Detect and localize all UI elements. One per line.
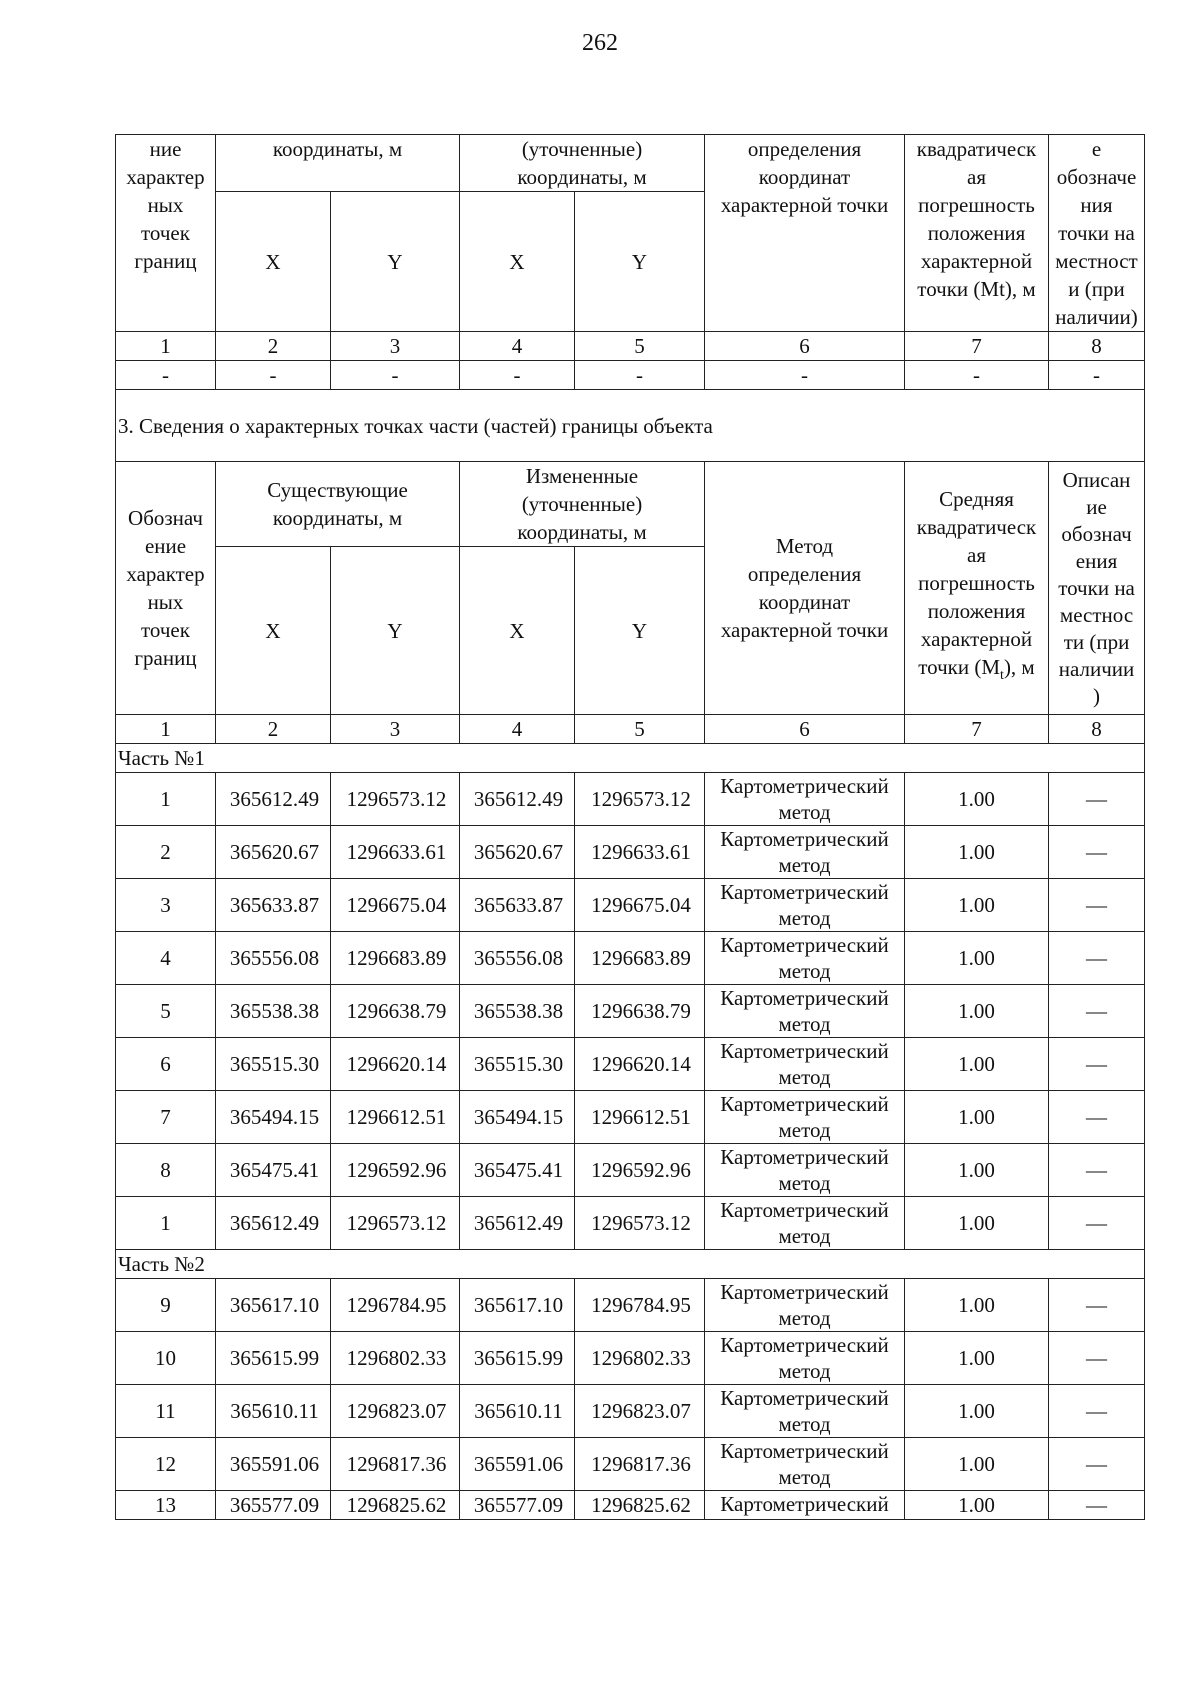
empty-cell: - bbox=[575, 361, 705, 390]
header-changed-coordinates: (уточненные) координаты, м bbox=[460, 135, 705, 192]
method-line: метод bbox=[778, 1118, 831, 1142]
column-number: 5 bbox=[575, 715, 705, 744]
y-existing: 1296802.33 bbox=[331, 1332, 460, 1385]
x-changed: 365615.99 bbox=[460, 1332, 575, 1385]
x-changed: 365620.67 bbox=[460, 826, 575, 879]
method-line: метод bbox=[778, 1171, 831, 1195]
header-mean-error-last-post: ), м bbox=[1003, 655, 1035, 680]
mean-error-value: 1.00 bbox=[905, 1038, 1049, 1091]
method-cell bbox=[705, 1385, 905, 1438]
mean-error-value: 1.00 bbox=[905, 879, 1049, 932]
point-number: 12 bbox=[116, 1438, 216, 1491]
method-line: Картометрический bbox=[720, 1280, 889, 1304]
table-part-boundary-points bbox=[115, 389, 1145, 1520]
y-existing: 1296683.89 bbox=[331, 932, 460, 985]
method-line: Картометрический bbox=[720, 774, 889, 798]
y-existing: 1296638.79 bbox=[331, 985, 460, 1038]
table-row bbox=[116, 773, 1145, 826]
method-line: Картометрический bbox=[720, 880, 889, 904]
empty-cell: - bbox=[1049, 361, 1145, 390]
point-number: 5 bbox=[116, 985, 216, 1038]
table-row bbox=[116, 1491, 1145, 1520]
mean-error-value: 1.00 bbox=[905, 1385, 1049, 1438]
table-row bbox=[116, 1438, 1145, 1491]
y-existing: 1296592.96 bbox=[331, 1144, 460, 1197]
point-description: — bbox=[1049, 1438, 1145, 1491]
y-changed: 1296573.12 bbox=[575, 1197, 705, 1250]
page-number: 262 bbox=[582, 30, 618, 56]
y-changed: 1296573.12 bbox=[575, 773, 705, 826]
mean-error-value: 1.00 bbox=[905, 1332, 1049, 1385]
point-description: — bbox=[1049, 1197, 1145, 1250]
y-changed: 1296802.33 bbox=[575, 1332, 705, 1385]
y-changed: 1296592.96 bbox=[575, 1144, 705, 1197]
method-line: метод bbox=[778, 1412, 831, 1436]
column-number: 1 bbox=[116, 715, 216, 744]
y-changed: 1296817.36 bbox=[575, 1438, 705, 1491]
header-changed-coordinates: Измененные (уточненные) координаты, м bbox=[460, 462, 705, 547]
empty-cell: - bbox=[331, 361, 460, 390]
column-number: 4 bbox=[460, 715, 575, 744]
column-number: 8 bbox=[1049, 332, 1145, 361]
y-changed: 1296825.62 bbox=[575, 1491, 705, 1520]
column-number: 1 bbox=[116, 332, 216, 361]
header-y-changed: Y bbox=[575, 547, 705, 715]
method-line: Картометрический bbox=[720, 1198, 889, 1222]
x-changed: 365617.10 bbox=[460, 1279, 575, 1332]
point-description: — bbox=[1049, 1038, 1145, 1091]
header-method: Метод определения координат характерной точки bbox=[705, 462, 905, 715]
column-numbers-row bbox=[116, 715, 1145, 744]
header-mean-error bbox=[905, 462, 1049, 715]
point-number: 8 bbox=[116, 1144, 216, 1197]
empty-cell: - bbox=[116, 361, 216, 390]
point-number: 7 bbox=[116, 1091, 216, 1144]
header-point-designation: Обознач ение характер ных точек границ bbox=[116, 462, 216, 715]
x-existing: 365515.30 bbox=[216, 1038, 331, 1091]
header-x-existing: X bbox=[216, 192, 331, 332]
column-number: 3 bbox=[331, 715, 460, 744]
x-existing: 365620.67 bbox=[216, 826, 331, 879]
x-changed: 365494.15 bbox=[460, 1091, 575, 1144]
point-number: 6 bbox=[116, 1038, 216, 1091]
mean-error-value: 1.00 bbox=[905, 1197, 1049, 1250]
column-numbers-row bbox=[116, 332, 1145, 361]
column-number: 2 bbox=[216, 715, 331, 744]
point-number: 9 bbox=[116, 1279, 216, 1332]
header-point-designation: ние характер ных точек границ bbox=[116, 135, 216, 332]
x-existing: 365612.49 bbox=[216, 1197, 331, 1250]
empty-cell: - bbox=[705, 361, 905, 390]
method-line: метод bbox=[778, 1306, 831, 1330]
y-existing: 1296633.61 bbox=[331, 826, 460, 879]
table-row bbox=[116, 1091, 1145, 1144]
x-changed: 365633.87 bbox=[460, 879, 575, 932]
part-label-row bbox=[116, 1250, 1145, 1279]
method-line: Картометрический bbox=[720, 933, 889, 957]
x-changed: 365577.09 bbox=[460, 1491, 575, 1520]
x-existing: 365591.06 bbox=[216, 1438, 331, 1491]
table-row bbox=[116, 1279, 1145, 1332]
method-cell bbox=[705, 773, 905, 826]
method-line: метод bbox=[778, 1465, 831, 1489]
method-line: Картометрический bbox=[720, 1333, 889, 1357]
x-existing: 365577.09 bbox=[216, 1491, 331, 1520]
method-line: метод bbox=[778, 1359, 831, 1383]
header-x-changed: X bbox=[460, 547, 575, 715]
header-existing-coordinates: Существующие координаты, м bbox=[216, 462, 460, 547]
method-cell bbox=[705, 1438, 905, 1491]
header-existing-coordinates: координаты, м bbox=[216, 135, 460, 192]
x-existing: 365633.87 bbox=[216, 879, 331, 932]
y-changed: 1296638.79 bbox=[575, 985, 705, 1038]
column-number: 6 bbox=[705, 332, 905, 361]
method-line: метод bbox=[778, 1065, 831, 1089]
table-row bbox=[116, 1144, 1145, 1197]
method-line: Картометрический bbox=[720, 986, 889, 1010]
point-description: — bbox=[1049, 1144, 1145, 1197]
y-existing: 1296573.12 bbox=[331, 1197, 460, 1250]
header-mean-error-lines: Средняя квадратическ ая погрешность положения характерной bbox=[916, 487, 1037, 652]
table-row bbox=[116, 985, 1145, 1038]
x-existing: 365475.41 bbox=[216, 1144, 331, 1197]
method-cell bbox=[705, 1491, 905, 1520]
point-description: — bbox=[1049, 985, 1145, 1038]
table-row bbox=[116, 826, 1145, 879]
part-label-row bbox=[116, 744, 1145, 773]
method-cell bbox=[705, 826, 905, 879]
method-line: метод bbox=[778, 959, 831, 983]
method-cell bbox=[705, 1332, 905, 1385]
point-description: — bbox=[1049, 1332, 1145, 1385]
y-changed: 1296675.04 bbox=[575, 879, 705, 932]
header-y-changed: Y bbox=[575, 192, 705, 332]
header-x-changed: X bbox=[460, 192, 575, 332]
x-changed: 365515.30 bbox=[460, 1038, 575, 1091]
point-number: 3 bbox=[116, 879, 216, 932]
x-changed: 365538.38 bbox=[460, 985, 575, 1038]
point-number: 13 bbox=[116, 1491, 216, 1520]
method-line: Картометрический bbox=[720, 1145, 889, 1169]
column-number: 6 bbox=[705, 715, 905, 744]
column-number: 5 bbox=[575, 332, 705, 361]
point-description: — bbox=[1049, 932, 1145, 985]
method-line: метод bbox=[778, 1012, 831, 1036]
method-line: метод bbox=[778, 906, 831, 930]
x-changed: 365475.41 bbox=[460, 1144, 575, 1197]
method-cell bbox=[705, 1197, 905, 1250]
point-description: — bbox=[1049, 1091, 1145, 1144]
mean-error-value: 1.00 bbox=[905, 932, 1049, 985]
point-description: — bbox=[1049, 826, 1145, 879]
x-existing: 365615.99 bbox=[216, 1332, 331, 1385]
point-description: — bbox=[1049, 1279, 1145, 1332]
column-number: 4 bbox=[460, 332, 575, 361]
table-row bbox=[116, 932, 1145, 985]
column-number: 7 bbox=[905, 332, 1049, 361]
method-line: Картометрический bbox=[720, 1092, 889, 1116]
method-cell bbox=[705, 932, 905, 985]
y-existing: 1296612.51 bbox=[331, 1091, 460, 1144]
mean-error-value: 1.00 bbox=[905, 826, 1049, 879]
point-number: 1 bbox=[116, 773, 216, 826]
point-description: — bbox=[1049, 773, 1145, 826]
y-changed: 1296612.51 bbox=[575, 1091, 705, 1144]
mean-error-value: 1.00 bbox=[905, 1279, 1049, 1332]
empty-data-row bbox=[116, 361, 1145, 390]
column-number: 2 bbox=[216, 332, 331, 361]
method-cell bbox=[705, 879, 905, 932]
header-mean-error: квадратическ ая погрешность положения характерной точки (Mt), м bbox=[905, 135, 1049, 332]
x-changed: 365610.11 bbox=[460, 1385, 575, 1438]
mean-error-value: 1.00 bbox=[905, 985, 1049, 1038]
empty-cell: - bbox=[460, 361, 575, 390]
y-changed: 1296633.61 bbox=[575, 826, 705, 879]
y-existing: 1296573.12 bbox=[331, 773, 460, 826]
y-existing: 1296817.36 bbox=[331, 1438, 460, 1491]
header-y-existing: Y bbox=[331, 547, 460, 715]
column-number: 3 bbox=[331, 332, 460, 361]
table-row bbox=[116, 1332, 1145, 1385]
x-changed: 365591.06 bbox=[460, 1438, 575, 1491]
x-existing: 365556.08 bbox=[216, 932, 331, 985]
table-row bbox=[116, 1197, 1145, 1250]
part-label: Часть №1 bbox=[116, 744, 1145, 773]
column-number: 8 bbox=[1049, 715, 1145, 744]
x-changed: 365612.49 bbox=[460, 773, 575, 826]
part-label: Часть №2 bbox=[116, 1250, 1145, 1279]
y-changed: 1296620.14 bbox=[575, 1038, 705, 1091]
method-cell bbox=[705, 1091, 905, 1144]
method-line: Картометрический bbox=[720, 1492, 889, 1516]
mean-error-value: 1.00 bbox=[905, 1144, 1049, 1197]
point-description: — bbox=[1049, 1491, 1145, 1520]
method-line: Картометрический bbox=[720, 1039, 889, 1063]
header-mean-error-subscript: t bbox=[1000, 668, 1004, 684]
empty-cell: - bbox=[905, 361, 1049, 390]
table-row bbox=[116, 879, 1145, 932]
x-changed: 365612.49 bbox=[460, 1197, 575, 1250]
x-existing: 365612.49 bbox=[216, 773, 331, 826]
method-line: Картометрический bbox=[720, 1439, 889, 1463]
mean-error-value: 1.00 bbox=[905, 1091, 1049, 1144]
method-line: метод bbox=[778, 1224, 831, 1248]
x-existing: 365617.10 bbox=[216, 1279, 331, 1332]
x-existing: 365610.11 bbox=[216, 1385, 331, 1438]
table-continuation bbox=[115, 134, 1145, 390]
table-row bbox=[116, 1038, 1145, 1091]
section-title: 3. Сведения о характерных точках части (частей) границы объекта bbox=[116, 390, 1145, 462]
header-y-existing: Y bbox=[331, 192, 460, 332]
header-x-existing: X bbox=[216, 547, 331, 715]
point-number: 11 bbox=[116, 1385, 216, 1438]
parts-body bbox=[116, 744, 1145, 1520]
point-number: 4 bbox=[116, 932, 216, 985]
table-row bbox=[116, 1385, 1145, 1438]
method-cell bbox=[705, 1279, 905, 1332]
point-number: 1 bbox=[116, 1197, 216, 1250]
column-number: 7 bbox=[905, 715, 1049, 744]
y-changed: 1296683.89 bbox=[575, 932, 705, 985]
method-cell bbox=[705, 1038, 905, 1091]
method-cell bbox=[705, 985, 905, 1038]
header-point-description: е обозначе ния точки на местност и (при наличии) bbox=[1049, 135, 1145, 332]
y-existing: 1296825.62 bbox=[331, 1491, 460, 1520]
point-description: — bbox=[1049, 1385, 1145, 1438]
method-line: метод bbox=[778, 800, 831, 824]
y-existing: 1296784.95 bbox=[331, 1279, 460, 1332]
x-existing: 365538.38 bbox=[216, 985, 331, 1038]
method-line: метод bbox=[778, 853, 831, 877]
x-changed: 365556.08 bbox=[460, 932, 575, 985]
header-mean-error-last-pre: точки (M bbox=[918, 655, 1001, 680]
header-method: определения координат характерной точки bbox=[705, 135, 905, 332]
method-line: Картометрический bbox=[720, 1386, 889, 1410]
mean-error-value: 1.00 bbox=[905, 1438, 1049, 1491]
method-line: Картометрический bbox=[720, 827, 889, 851]
point-description: — bbox=[1049, 879, 1145, 932]
header-point-description: Описан ие обознач ения точки на местнос ти (при наличии ) bbox=[1049, 462, 1145, 715]
y-existing: 1296675.04 bbox=[331, 879, 460, 932]
mean-error-value: 1.00 bbox=[905, 1491, 1049, 1520]
y-changed: 1296784.95 bbox=[575, 1279, 705, 1332]
y-changed: 1296823.07 bbox=[575, 1385, 705, 1438]
empty-cell: - bbox=[216, 361, 331, 390]
mean-error-value: 1.00 bbox=[905, 773, 1049, 826]
point-number: 2 bbox=[116, 826, 216, 879]
y-existing: 1296823.07 bbox=[331, 1385, 460, 1438]
y-existing: 1296620.14 bbox=[331, 1038, 460, 1091]
point-number: 10 bbox=[116, 1332, 216, 1385]
method-cell bbox=[705, 1144, 905, 1197]
x-existing: 365494.15 bbox=[216, 1091, 331, 1144]
